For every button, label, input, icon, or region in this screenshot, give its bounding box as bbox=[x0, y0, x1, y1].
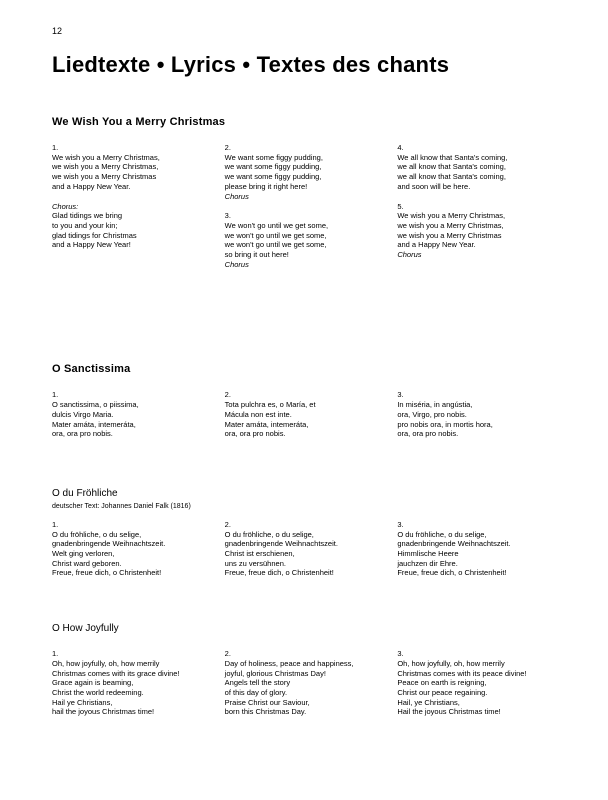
lyric-line: Freue, freue dich, o Christenheit! bbox=[397, 568, 507, 578]
lyrics-column bbox=[397, 649, 558, 727]
lyric-line: born this Christmas Day. bbox=[224, 707, 307, 717]
lyric-line: Christmas comes with its peace divine! bbox=[397, 668, 527, 678]
song-columns bbox=[52, 143, 558, 279]
lyric-line: Christ the world redeeming. bbox=[52, 687, 144, 697]
lyric-line: In miséria, in angústia, bbox=[397, 400, 473, 410]
lyric-line: so bring it out here! bbox=[224, 250, 289, 260]
lyric-line: and a Happy New Year. bbox=[397, 240, 476, 250]
chorus-reference: Chorus bbox=[224, 191, 249, 201]
lyric-line: gnadenbringende Weihnachtszeit. bbox=[397, 539, 511, 549]
lyric-line: gnadenbringende Weihnachtszeit. bbox=[52, 539, 166, 549]
stanza bbox=[225, 143, 386, 201]
lyric-line: to you and your kin; bbox=[52, 220, 118, 230]
lyric-line: ora, ora pro nobis. bbox=[224, 429, 286, 439]
lyric-line: please bring it right here! bbox=[224, 181, 308, 191]
page-title: Liedtexte • Lyrics • Textes des chants bbox=[52, 52, 450, 77]
lyric-line: Angels tell the story bbox=[224, 678, 291, 688]
lyrics-column bbox=[397, 520, 558, 588]
lyric-line: We won't go until we get some, bbox=[224, 220, 329, 230]
lyrics-column bbox=[52, 390, 213, 449]
lyric-line: we all know that Santa's coming, bbox=[397, 162, 506, 172]
lyric-line: O du fröhliche, o du selige, bbox=[397, 529, 487, 539]
lyrics-column bbox=[225, 390, 386, 449]
stanza-label: 4. bbox=[397, 143, 404, 152]
lyric-line: We wish you a Merry Christmas, bbox=[397, 211, 506, 221]
lyrics-column bbox=[397, 143, 558, 279]
lyric-line: we want some figgy pudding, bbox=[224, 162, 322, 172]
lyric-line: of this day of glory. bbox=[224, 687, 288, 697]
lyric-line: jauchzen dir Ehre. bbox=[397, 558, 458, 568]
stanza-label: 1. bbox=[52, 519, 59, 529]
stanza-label: 1. bbox=[52, 649, 59, 659]
song-title: We Wish You a Merry Christmas bbox=[52, 116, 226, 128]
stanza bbox=[225, 211, 386, 269]
lyrics-column bbox=[225, 520, 386, 588]
lyric-line: Hail the joyous Christmas time! bbox=[397, 707, 501, 717]
song-title: O Sanctissima bbox=[52, 363, 131, 376]
lyric-line: Christ our peace regaining. bbox=[397, 687, 488, 697]
stanza-label: 2. bbox=[224, 390, 231, 400]
song-columns bbox=[52, 520, 558, 588]
stanza bbox=[397, 649, 558, 717]
lyric-line: Mater amáta, intemeráta, bbox=[224, 419, 309, 429]
lyric-line: Christ ist erschienen, bbox=[224, 549, 295, 559]
stanza bbox=[52, 202, 213, 251]
stanza bbox=[52, 390, 213, 439]
stanza bbox=[225, 649, 386, 717]
song-section bbox=[52, 116, 558, 279]
lyric-line: Grace again is beaming, bbox=[52, 678, 134, 688]
lyric-line: Hail ye Christians, bbox=[52, 697, 113, 707]
lyric-line: and soon will be here. bbox=[397, 181, 471, 191]
stanza bbox=[397, 202, 558, 260]
stanza-label: 5. bbox=[397, 201, 404, 211]
lyric-line: we wish you a Merry Christmas, bbox=[397, 220, 504, 230]
stanza bbox=[52, 649, 213, 717]
lyric-line: O du fröhliche, o du selige, bbox=[224, 529, 314, 539]
lyric-line: Welt ging verloren, bbox=[52, 549, 115, 559]
lyric-line: uns zu versühnen. bbox=[224, 558, 286, 568]
stanza-label: 2. bbox=[224, 519, 231, 529]
lyric-line: ora, ora pro nobis. bbox=[52, 429, 113, 439]
lyric-line: Christmas comes with its grace divine! bbox=[52, 668, 180, 678]
lyric-line: Christ ward geboren. bbox=[52, 558, 122, 568]
lyric-line: ora, ora pro nobis. bbox=[397, 429, 459, 439]
lyric-line: we want some figgy pudding, bbox=[224, 172, 322, 182]
stanza-label: 1. bbox=[52, 390, 59, 400]
lyric-line: we all know that Santa's coming, bbox=[397, 172, 506, 182]
stanza-label: 1. bbox=[52, 143, 59, 152]
stanza-label: 2. bbox=[224, 649, 231, 659]
lyric-line: hail the joyous Christmas time! bbox=[52, 707, 155, 717]
lyric-line: Freue, freue dich, o Christenheit! bbox=[224, 568, 334, 578]
lyric-line: Oh, how joyfully, oh, how merrily bbox=[52, 658, 160, 668]
lyric-line: Praise Christ our Saviour, bbox=[224, 697, 310, 707]
lyric-line: and a Happy New Year. bbox=[52, 181, 131, 191]
lyric-line: Tota pulchra es, o María, et bbox=[224, 400, 316, 410]
lyric-line: O du fröhliche, o du selige, bbox=[52, 529, 142, 539]
lyrics-column bbox=[397, 390, 558, 449]
stanza-label: Chorus: bbox=[52, 201, 79, 211]
lyric-line: joyful, glorious Christmas Day! bbox=[224, 668, 326, 678]
lyric-line: glad tidings for Christmas bbox=[52, 230, 137, 240]
lyric-line: and a Happy New Year! bbox=[52, 240, 131, 250]
song-title: O How Joyfully bbox=[52, 623, 119, 635]
lyric-line: Day of holiness, peace and happiness, bbox=[224, 658, 354, 668]
song-subtitle: deutscher Text: Johannes Daniel Falk (1816) bbox=[52, 502, 191, 510]
lyric-line: dulcis Virgo Maria. bbox=[52, 409, 114, 419]
song-section bbox=[52, 363, 558, 449]
lyrics-column bbox=[52, 649, 213, 727]
lyrics-column bbox=[225, 143, 386, 279]
page-number: 12 bbox=[52, 26, 63, 36]
lyric-line: ora, Virgo, pro nobis. bbox=[397, 409, 467, 419]
lyric-line: we won't go until we get some, bbox=[224, 240, 327, 250]
lyric-line: Glad tidings we bring bbox=[52, 211, 123, 221]
stanza bbox=[52, 143, 213, 192]
song-section bbox=[52, 487, 558, 588]
stanza bbox=[397, 143, 558, 192]
lyric-line: gnadenbringende Weihnachtszeit. bbox=[224, 539, 338, 549]
songs bbox=[52, 116, 558, 727]
song-title: O du Fröhliche bbox=[52, 487, 118, 499]
lyric-line: Oh, how joyfully, oh, how merrily bbox=[397, 658, 505, 668]
lyric-line: pro nobis ora, in mortis hora, bbox=[397, 419, 493, 429]
lyric-line: Mater amáta, intemeráta, bbox=[52, 419, 136, 429]
stanza-label: 3. bbox=[224, 211, 231, 221]
stanza bbox=[52, 520, 213, 578]
lyric-line: we won't go until we get some, bbox=[224, 230, 327, 240]
stanza-label: 3. bbox=[397, 519, 404, 529]
lyric-line: we wish you a Merry Christmas bbox=[52, 172, 157, 182]
lyrics-column bbox=[52, 520, 213, 588]
lyric-line: Himmlische Heere bbox=[397, 549, 459, 559]
stanza bbox=[397, 520, 558, 578]
song-section bbox=[52, 622, 558, 727]
stanza bbox=[397, 390, 558, 439]
lyric-line: Mácula non est inte. bbox=[224, 409, 292, 419]
lyrics-column bbox=[52, 143, 213, 279]
stanza-label: 2. bbox=[224, 143, 231, 152]
stanza-label: 3. bbox=[397, 649, 404, 659]
chorus-reference: Chorus bbox=[224, 259, 249, 269]
lyric-line: We want some figgy pudding, bbox=[224, 152, 323, 162]
song-columns bbox=[52, 649, 558, 727]
lyrics-column bbox=[225, 649, 386, 727]
page-header bbox=[52, 26, 558, 78]
lyric-line: Peace on earth is reigning, bbox=[397, 678, 487, 688]
lyric-line: Freue, freue dich, o Christenheit! bbox=[52, 568, 162, 578]
lyric-line: We wish you a Merry Christmas, bbox=[52, 152, 160, 162]
lyric-line: Hail, ye Christians, bbox=[397, 697, 460, 707]
lyric-line: We all know that Santa's coming, bbox=[397, 152, 508, 162]
lyric-line: we wish you a Merry Christmas bbox=[397, 230, 502, 240]
stanza bbox=[225, 520, 386, 578]
lyric-line: we wish you a Merry Christmas, bbox=[52, 162, 159, 172]
chorus-reference: Chorus bbox=[397, 250, 422, 260]
stanza bbox=[225, 390, 386, 439]
song-columns bbox=[52, 390, 558, 449]
stanza-label: 3. bbox=[397, 390, 404, 400]
lyric-line: O sanctissima, o piissima, bbox=[52, 400, 139, 410]
